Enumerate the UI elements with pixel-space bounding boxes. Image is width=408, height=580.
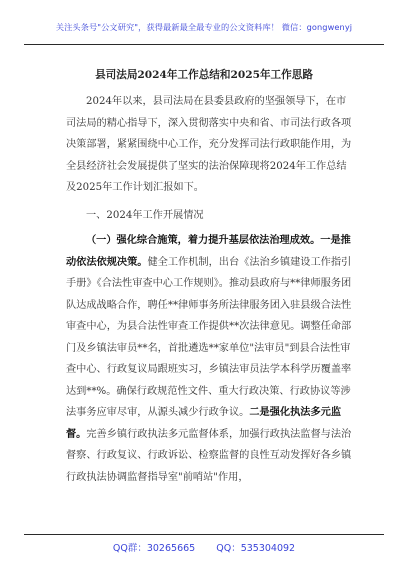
subsection-heading: （一）强化综合施策，着力提升基层依法治理成效。一是推动依法依规决策。 [66,234,351,268]
document-body [66,91,356,488]
section-heading: 一、2024年工作开展情况 [86,209,204,221]
footer-divider [24,534,384,535]
document-title: 县司法局2024年工作总结和2025年工作思路 [95,69,313,81]
intro-paragraph: 2024年以来，县司法局在县委县政府的坚强领导下，在市司法局的精心指导下，深入贯彻落实中央和省、市司法行政各项决策部署，紧紧围绕中心工作，充分发挥司法行政职能作用，为全县经济社会发展提供了坚实的法治保障现将2024年工作总结及2025年工作计划汇报如下。 [66,96,352,193]
footer-contact [0,540,408,554]
header-divider [24,44,384,45]
header-notice-link[interactable]: 关注头条号"公文研究"，获得最新最全最专业的公文资料库！ 微信：gongwenyj [55,22,353,32]
subsection-paragraph [66,230,356,488]
qq-group-link[interactable]: QQ群：30265665 [112,543,196,554]
second-point-body: 完善乡镇行政执法多元监督体系，加强行政执法监督与法治督察、行政复议、行政诉讼、检察监督的良性互动发挥好各乡镇行政执法协调监督指导室"前哨站"作用， [66,428,352,483]
qq-contact-link[interactable]: QQ：535304092 [216,543,296,554]
second-point-heading: 二是强化执法多元监督。 [66,406,342,440]
subsection-body: 健全工作机制，出台《法治乡镇建设工作指引手册》《合法性审查中心工作规则》。推动县政府与**律师服务团队达成战略合作，聘任**律师事务所法律服务团入驻县级合法性审查中心，为县合法性审查工作提供**次法律意见。调整任命部门及乡镇法审员**名，首批遴选**家单位"法审员"到县合法性审查中心、行政复议局跟班实习，乡镇法审员法学本科学历覆盖率达到**%。确保行政规范性文件、重大行政决策、行政协议等涉法事务应审尽审，从源头减少行政争议。 [66,256,352,418]
